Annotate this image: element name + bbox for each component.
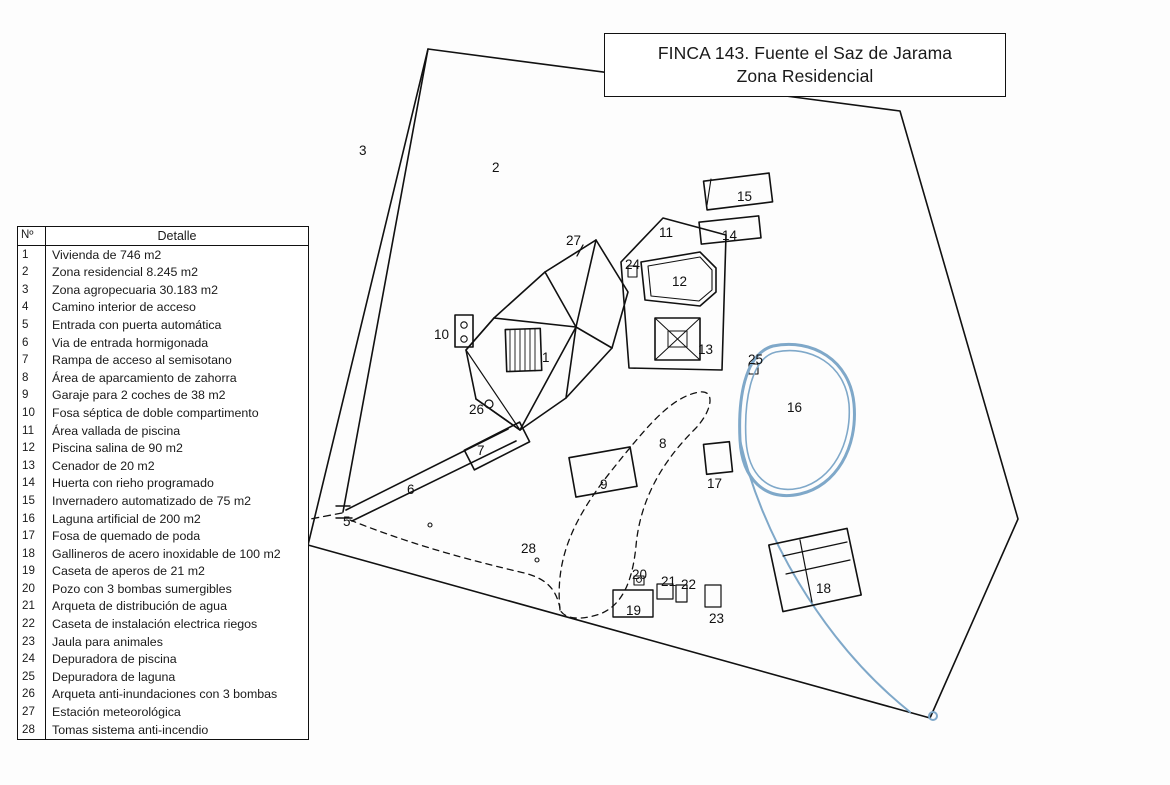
legend-row-number: 26 [18,686,46,704]
legend-row-number: 3 [18,281,46,299]
legend-row-number: 4 [18,299,46,317]
legend-row-detail: Fosa de quemado de poda [52,529,201,544]
legend-row [18,422,308,440]
legend-row-detail: Caseta de aperos de 21 m2 [52,564,205,579]
legend-header-detail: Detalle [157,229,197,243]
plan-label-3: 3 [359,143,367,158]
plan-label-20: 20 [632,567,648,582]
legend-row [18,598,308,616]
legend-row-detail: Área vallada de piscina [52,423,181,438]
plan-label-5: 5 [343,514,351,529]
plan-label-6: 6 [407,482,415,497]
legend-row-number: 7 [18,352,46,370]
legend-row [18,528,308,546]
legend-row [18,404,308,422]
legend-row [18,545,308,563]
plan-label-13: 13 [698,342,714,357]
legend-row-detail: Garaje para 2 coches de 38 m2 [52,388,226,403]
legend-header-row [18,227,308,246]
legend-row-number: 17 [18,528,46,546]
plan-label-2: 2 [492,160,500,175]
plan-label-22: 22 [681,577,697,592]
legend-row-number: 23 [18,633,46,651]
plan-label-24: 24 [625,257,641,272]
plan-label-15: 15 [737,189,753,204]
legend-row [18,299,308,317]
legend-row-detail: Estación meteorológica [52,705,181,720]
legend-row-detail: Fosa séptica de doble compartimento [52,405,259,420]
legend-row-number: 22 [18,615,46,633]
legend-row [18,633,308,651]
legend-row-detail: Rampa de acceso al semisotano [52,353,232,368]
burn-pit [704,442,733,475]
legend-row-number: 20 [18,580,46,598]
plan-label-25: 25 [748,352,764,367]
legend-row-number: 2 [18,264,46,282]
legend-row [18,721,308,739]
legend-header-number: Nº [18,227,46,245]
legend-row-detail: Piscina salina de 90 m2 [52,441,183,456]
legend-row [18,492,308,510]
legend-row-detail: Gallineros de acero inoxidable de 100 m2 [52,546,281,561]
title-line-2: Zona Residencial [736,66,874,86]
plan-label-28: 28 [521,541,537,556]
legend-row-number: 18 [18,545,46,563]
animal-cage [705,585,721,607]
concrete-access-road [346,429,516,521]
legend-row-number: 19 [18,563,46,581]
legend-row-detail: Depuradora de piscina [52,652,177,667]
legend-row-number: 8 [18,369,46,387]
legend-row-number: 16 [18,510,46,528]
legend-row [18,563,308,581]
legend-row-number: 14 [18,475,46,493]
plan-label-14: 14 [722,228,738,243]
legend-row-number: 15 [18,492,46,510]
legend-row-number: 12 [18,440,46,458]
legend-row-detail: Invernadero automatizado de 75 m2 [52,493,252,508]
legend-row-number: 11 [18,422,46,440]
plan-label-18: 18 [816,581,832,596]
legend-row [18,475,308,493]
legend-row [18,352,308,370]
parcel-boundary [308,49,1018,718]
legend-row-detail: Arqueta de distribución de agua [52,599,227,614]
title-line-1: FINCA 143. Fuente el Saz de Jarama [657,43,953,63]
legend-row-detail: Arqueta anti-inundaciones con 3 bombas [52,687,278,702]
plan-label-11: 11 [659,225,674,240]
plan-label-27: 27 [566,233,582,248]
plan-label-9: 9 [600,477,608,492]
gazebo [655,318,700,360]
plan-label-26: 26 [469,402,485,417]
legend-row-number: 25 [18,668,46,686]
legend-table [17,226,309,740]
legend-row-number: 27 [18,703,46,721]
legend-row-detail: Depuradora de laguna [52,669,176,684]
legend-row-number: 6 [18,334,46,352]
legend-row-number: 1 [18,246,46,264]
plan-label-8: 8 [659,436,667,451]
legend-row [18,316,308,334]
legend-row-detail: Zona agropecuaria 30.183 m2 [52,282,219,297]
legend-row [18,387,308,405]
legend-row-detail: Jaula para animales [52,634,163,649]
legend-row [18,580,308,598]
legend-row-number: 21 [18,598,46,616]
legend-row [18,440,308,458]
plan-label-19: 19 [626,603,642,618]
artificial-lagoon [740,344,937,720]
plan-label-21: 21 [661,574,677,589]
legend-row [18,264,308,282]
plan-label-16: 16 [787,400,803,415]
legend-row-detail: Huerta con rieho programado [52,476,214,491]
legend-row [18,281,308,299]
legend-row-number: 24 [18,651,46,669]
legend-row-number: 10 [18,404,46,422]
septic-tank [455,315,473,347]
legend-row [18,334,308,352]
zone-divider [343,49,428,512]
legend-row [18,246,308,264]
henhouses [769,528,861,611]
legend-row-number: 13 [18,457,46,475]
legend-body [18,246,308,739]
legend-row [18,703,308,721]
legend-row-number: 5 [18,316,46,334]
plan-label-23: 23 [709,611,725,626]
legend-row-detail: Tomas sistema anti-incendio [52,722,209,737]
legend-row-number: 28 [18,721,46,739]
legend-row-detail: Zona residencial 8.245 m2 [52,265,199,280]
legend-row-number: 9 [18,387,46,405]
legend-row-detail: Camino interior de acceso [52,300,196,315]
legend-row-detail: Laguna artificial de 200 m2 [52,511,201,526]
legend-row-detail: Entrada con puerta automática [52,317,222,332]
legend-row [18,686,308,704]
plan-label-7: 7 [477,443,485,458]
plan-label-1: 1 [542,350,550,365]
main-house [466,240,628,430]
title-box [604,33,1006,97]
legend-row [18,668,308,686]
legend-row [18,510,308,528]
plan-label-10: 10 [434,327,450,342]
legend-row-detail: Cenador de 20 m2 [52,458,155,473]
legend-row-detail: Via de entrada hormigonada [52,335,209,350]
legend-row [18,651,308,669]
plan-label-17: 17 [707,476,723,491]
flood-sump [485,400,493,408]
legend-row-detail: Pozo con 3 bombas sumergibles [52,581,232,596]
legend-row [18,369,308,387]
parking-dashed-secondary [350,520,560,608]
plan-label-12: 12 [672,274,688,289]
legend-row-detail: Caseta de instalación electrica riegos [52,617,258,632]
legend-row [18,457,308,475]
legend-row-detail: Vivienda de 746 m2 [52,247,162,262]
house-annex-hatched [505,328,541,371]
legend-row-detail: Área de aparcamiento de zahorra [52,370,237,385]
legend-row [18,615,308,633]
